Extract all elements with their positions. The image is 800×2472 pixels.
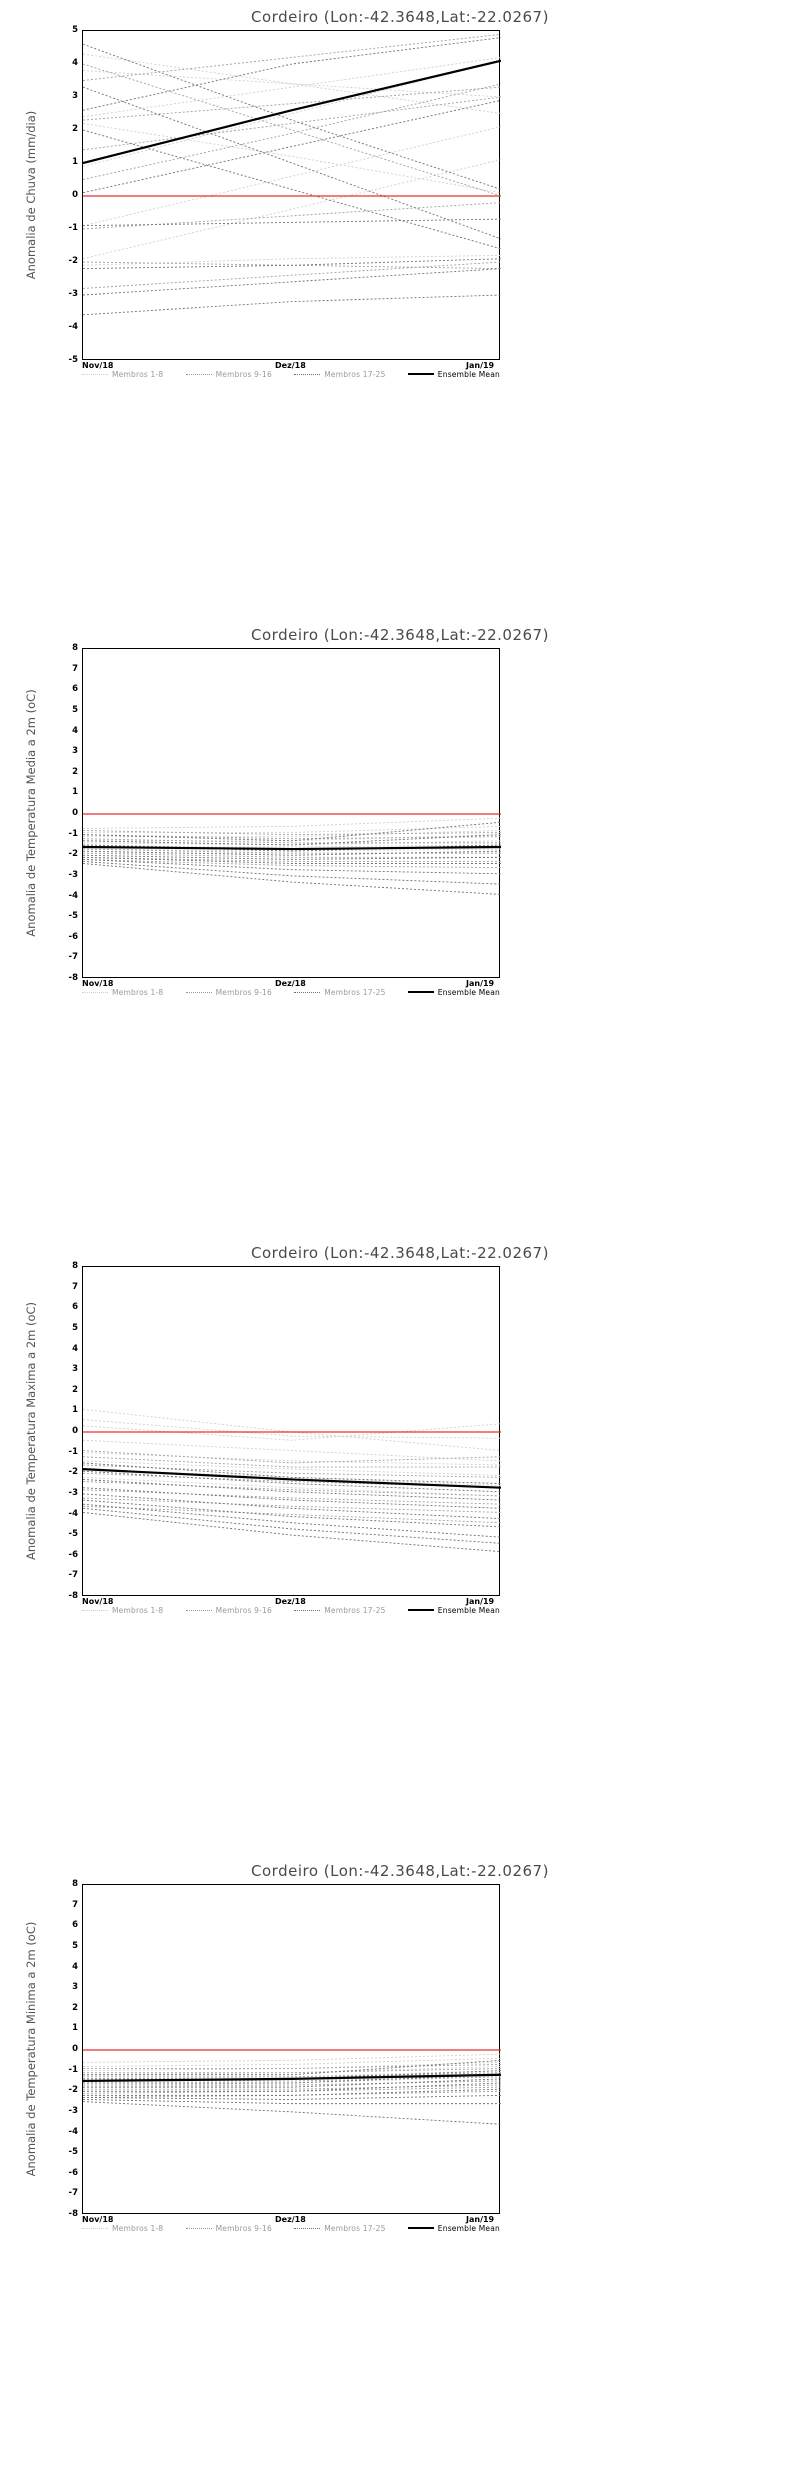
y-tick-label: -5 (68, 355, 78, 365)
chart-title: Cordeiro (Lon:-42.3648,Lat:-22.0267) (251, 8, 549, 26)
plot-area (24, 1261, 500, 1606)
y-tick-label: -8 (68, 973, 78, 983)
legend-swatch (82, 2228, 108, 2229)
y-tick-label: 5 (72, 25, 78, 35)
y-tick-label: 3 (72, 91, 78, 101)
legend-label: Membros 9-16 (215, 1605, 272, 1615)
y-tick-label: 7 (72, 1899, 78, 1910)
y-tick-label: 3 (72, 746, 78, 757)
legend-swatch (186, 2228, 212, 2229)
y-tick-label: 4 (72, 58, 78, 68)
legend-swatch (408, 991, 434, 993)
y-tick-label: -6 (68, 2167, 78, 2178)
legend-swatch (82, 374, 108, 375)
chart-legend (82, 367, 500, 381)
legend-swatch (186, 374, 212, 375)
y-tick-label: -5 (68, 2147, 78, 2158)
chart-title: Cordeiro (Lon:-42.3648,Lat:-22.0267) (251, 1862, 549, 1880)
y-tick-label: -7 (68, 1570, 78, 1581)
y-tick-label: -2 (68, 2085, 78, 2096)
y-tick-label: 5 (72, 1322, 78, 1333)
y-axis-label (20, 1266, 42, 1596)
plot-canvas (82, 30, 500, 360)
y-tick-label: -3 (68, 2105, 78, 2116)
legend-item (82, 1606, 163, 1615)
legend-swatch (408, 2227, 434, 2229)
legend-swatch (294, 992, 320, 993)
y-axis-ticks (56, 1879, 78, 2219)
y-axis-label (20, 30, 42, 360)
plot-canvas (82, 1266, 500, 1596)
x-tick-label: Dez/18 (275, 979, 306, 988)
legend-label: Membros 1-8 (112, 2223, 164, 2233)
legend-item (408, 370, 500, 379)
legend-swatch (408, 373, 434, 375)
y-tick-label: 5 (72, 1940, 78, 1951)
y-tick-label: 7 (72, 1281, 78, 1292)
y-tick-label: 3 (72, 1364, 78, 1375)
legend-item (294, 1606, 385, 1615)
legend-label: Membros 1-8 (112, 369, 164, 379)
y-tick-label: 3 (72, 1982, 78, 1993)
y-tick-label: -5 (68, 1529, 78, 1540)
chart-panel (0, 618, 800, 1236)
legend-item (408, 1606, 500, 1615)
legend-label: Membros 9-16 (215, 2223, 272, 2233)
legend-swatch (294, 1610, 320, 1611)
legend-label: Membros 1-8 (112, 987, 164, 997)
y-tick-label: -8 (68, 1591, 78, 1601)
y-axis-label-text: Anomalia de Chuva (mm/dia) (24, 110, 38, 280)
y-tick-label: 1 (72, 2023, 78, 2034)
y-axis-label-text: Anomalia de Temperatura Maxima a 2m (oC) (24, 1301, 38, 1561)
y-tick-label: 2 (72, 1384, 78, 1395)
y-tick-label: -2 (68, 849, 78, 860)
y-tick-label: -1 (68, 2064, 78, 2075)
chart-panel (0, 0, 800, 618)
legend-label: Membros 17-25 (324, 2223, 386, 2233)
legend-label: Membros 17-25 (324, 987, 386, 997)
x-tick-label: Nov/18 (82, 1597, 114, 1606)
legend-swatch (294, 2228, 320, 2229)
y-tick-label: 1 (72, 157, 78, 167)
y-tick-label: 8 (72, 1261, 78, 1271)
y-tick-label: -7 (68, 952, 78, 963)
chart-panel (0, 1854, 800, 2472)
y-tick-label: -3 (68, 869, 78, 880)
legend-item (408, 2224, 500, 2233)
y-tick-label: -5 (68, 911, 78, 922)
x-tick-label: Dez/18 (275, 2215, 306, 2224)
plot-area (24, 1879, 500, 2224)
x-tick-label: Dez/18 (275, 361, 306, 370)
legend-item (294, 988, 385, 997)
plot-canvas (82, 1884, 500, 2214)
legend-item (294, 370, 385, 379)
legend-item (186, 2224, 272, 2233)
y-tick-label: 4 (72, 1961, 78, 1972)
legend-item (186, 988, 272, 997)
y-tick-label: 8 (72, 643, 78, 653)
legend-swatch (408, 1609, 434, 1611)
y-tick-label: 5 (72, 704, 78, 715)
y-tick-label: -6 (68, 1549, 78, 1560)
y-tick-label: -1 (68, 1446, 78, 1457)
legend-item (186, 370, 272, 379)
legend-item (408, 988, 500, 997)
plot-area (24, 643, 500, 988)
plot-area (24, 25, 500, 370)
y-tick-label: 8 (72, 1879, 78, 1889)
chart-legend (82, 985, 500, 999)
y-tick-label: -2 (68, 256, 78, 266)
y-tick-label: 1 (72, 787, 78, 798)
x-tick-label: Nov/18 (82, 2215, 114, 2224)
y-tick-label: 7 (72, 663, 78, 674)
x-tick-label: Nov/18 (82, 361, 114, 370)
y-tick-label: 1 (72, 1405, 78, 1416)
y-tick-label: -4 (68, 322, 78, 332)
legend-item (186, 1606, 272, 1615)
y-tick-label: -7 (68, 2188, 78, 2199)
y-axis-ticks (56, 25, 78, 365)
x-tick-label: Dez/18 (275, 1597, 306, 1606)
legend-swatch (82, 1610, 108, 1611)
legend-label: Membros 9-16 (215, 369, 272, 379)
x-tick-label: Jan/19 (466, 979, 495, 988)
chart-panel (0, 1236, 800, 1854)
legend-label: Ensemble Mean (437, 2223, 500, 2233)
plot-canvas (82, 648, 500, 978)
y-tick-label: -8 (68, 2209, 78, 2219)
y-tick-label: -3 (68, 289, 78, 299)
chart-title: Cordeiro (Lon:-42.3648,Lat:-22.0267) (251, 1244, 549, 1262)
chart-legend (82, 2221, 500, 2235)
legend-label: Membros 17-25 (324, 369, 386, 379)
legend-swatch (186, 992, 212, 993)
y-tick-label: -6 (68, 931, 78, 942)
y-tick-label: -4 (68, 1508, 78, 1519)
legend-label: Ensemble Mean (437, 1605, 500, 1615)
chart-title: Cordeiro (Lon:-42.3648,Lat:-22.0267) (251, 626, 549, 644)
y-tick-label: 4 (72, 725, 78, 736)
y-tick-label: -4 (68, 890, 78, 901)
y-axis-ticks (56, 1261, 78, 1601)
legend-item (294, 2224, 385, 2233)
y-tick-label: -3 (68, 1487, 78, 1498)
y-tick-label: -4 (68, 2126, 78, 2137)
y-axis-ticks (56, 643, 78, 983)
y-tick-label: 2 (72, 124, 78, 134)
legend-label: Membros 9-16 (215, 987, 272, 997)
legend-item (82, 2224, 163, 2233)
legend-label: Membros 1-8 (112, 1605, 164, 1615)
y-tick-label: 4 (72, 1343, 78, 1354)
y-tick-label: 0 (72, 2044, 78, 2054)
chart-legend (82, 1603, 500, 1617)
legend-swatch (82, 992, 108, 993)
y-tick-label: 6 (72, 1920, 78, 1931)
y-tick-label: 6 (72, 1302, 78, 1313)
y-tick-label: 2 (72, 2002, 78, 2013)
y-tick-label: -1 (68, 223, 78, 233)
legend-item (82, 988, 163, 997)
x-tick-label: Nov/18 (82, 979, 114, 988)
y-tick-label: -2 (68, 1467, 78, 1478)
legend-label: Ensemble Mean (437, 369, 500, 379)
legend-label: Membros 17-25 (324, 1605, 386, 1615)
y-tick-label: -1 (68, 828, 78, 839)
legend-swatch (294, 374, 320, 375)
y-tick-label: 6 (72, 684, 78, 695)
legend-swatch (186, 1610, 212, 1611)
y-tick-label: 0 (72, 808, 78, 818)
x-tick-label: Jan/19 (466, 361, 495, 370)
y-axis-label (20, 648, 42, 978)
y-tick-label: 0 (72, 1426, 78, 1436)
y-tick-label: 0 (72, 190, 78, 200)
y-axis-label-text: Anomalia de Temperatura Media a 2m (oC) (24, 689, 38, 937)
x-tick-label: Jan/19 (466, 1597, 495, 1606)
x-tick-label: Jan/19 (466, 2215, 495, 2224)
legend-item (82, 370, 163, 379)
legend-label: Ensemble Mean (437, 987, 500, 997)
y-axis-label-text: Anomalia de Temperatura Minima a 2m (oC) (24, 1921, 38, 2177)
y-tick-label: 2 (72, 766, 78, 777)
y-axis-label (20, 1884, 42, 2214)
